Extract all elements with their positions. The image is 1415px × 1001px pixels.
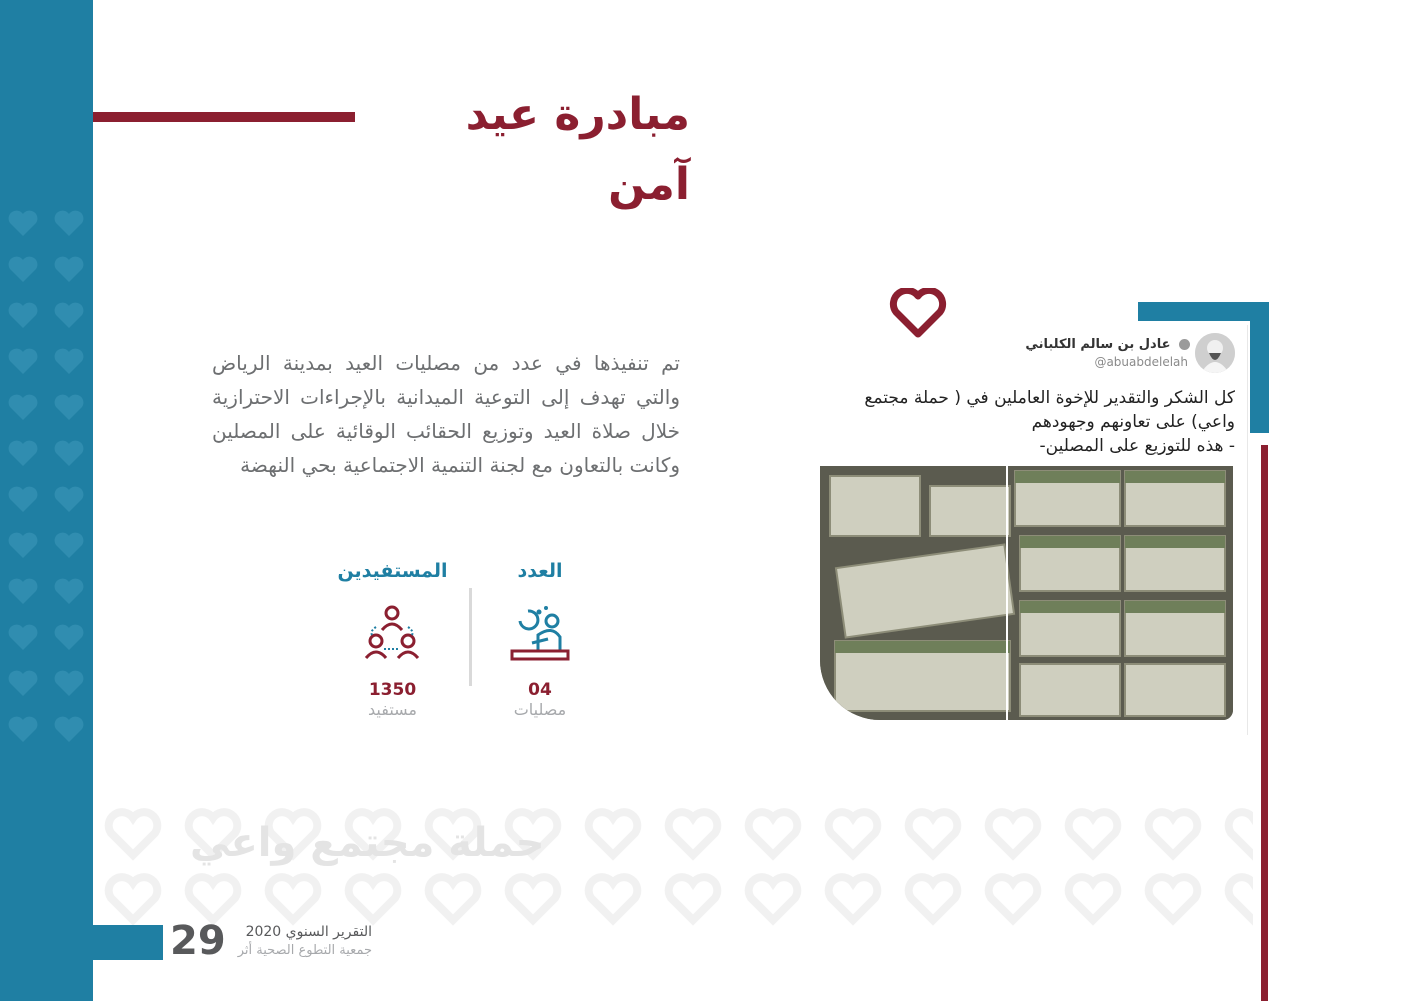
body-paragraph: تم تنفيذها في عدد من مصليات العيد بمدينة الرياض والتي تهدف إلى التوعية الميدانية بالإجراءات الاحترازية خلال صلاة العيد وتوزيع الحقائب الوقائية على المصلين وكانت بالتعاون مع لجنة التنمية الاجتماعية بحي النهضة: [212, 351, 680, 477]
title-accent-bar: [93, 112, 355, 122]
stat-value-beneficiaries: 1350: [368, 680, 417, 700]
tweet-handle: @abuabdelelah: [1094, 355, 1188, 369]
prayer-icon: [508, 603, 570, 663]
stat-label-count: العدد: [517, 560, 563, 582]
people-icon: [362, 603, 422, 661]
stat-unit-count: مصليات: [513, 700, 567, 719]
page-title: مبادرة عيد آمن: [465, 89, 690, 210]
tweet-text: كل الشكر والتقدير للإخوة العاملين في ( حملة مجتمع واعي) على تعاونهم وجهودهم - هذه للتوزيع على المصلين-: [864, 388, 1235, 456]
stat-value-count: 04: [528, 680, 552, 700]
tweet-photo: [820, 466, 1233, 720]
campaign-watermark: حملة مجتمع واعي: [190, 820, 545, 866]
stats-divider: [469, 588, 472, 686]
heart-pattern: [0, 200, 93, 760]
footer-report-title: التقرير السنوي 2020: [245, 924, 372, 940]
left-decorative-strip: [0, 0, 93, 1001]
footer-accent-bar: [93, 925, 163, 960]
stat-unit-beneficiaries: مستفيد: [368, 700, 417, 719]
heart-icon: [888, 288, 948, 340]
tweet-author-name-text: عادل بن سالم الكلباني: [1025, 337, 1171, 352]
boxes-photo-image: [820, 466, 1233, 720]
stat-label-beneficiaries: المستفيدين: [337, 560, 448, 582]
verified-icon: [1179, 339, 1190, 350]
tweet-author-name: [980, 337, 1190, 352]
person-avatar-icon: [1195, 333, 1235, 373]
page-number: 29: [170, 918, 226, 964]
avatar: [1195, 333, 1235, 373]
footer-organization: جمعية التطوع الصحية أثر: [237, 943, 372, 958]
right-accent-bar: [1261, 445, 1268, 1001]
